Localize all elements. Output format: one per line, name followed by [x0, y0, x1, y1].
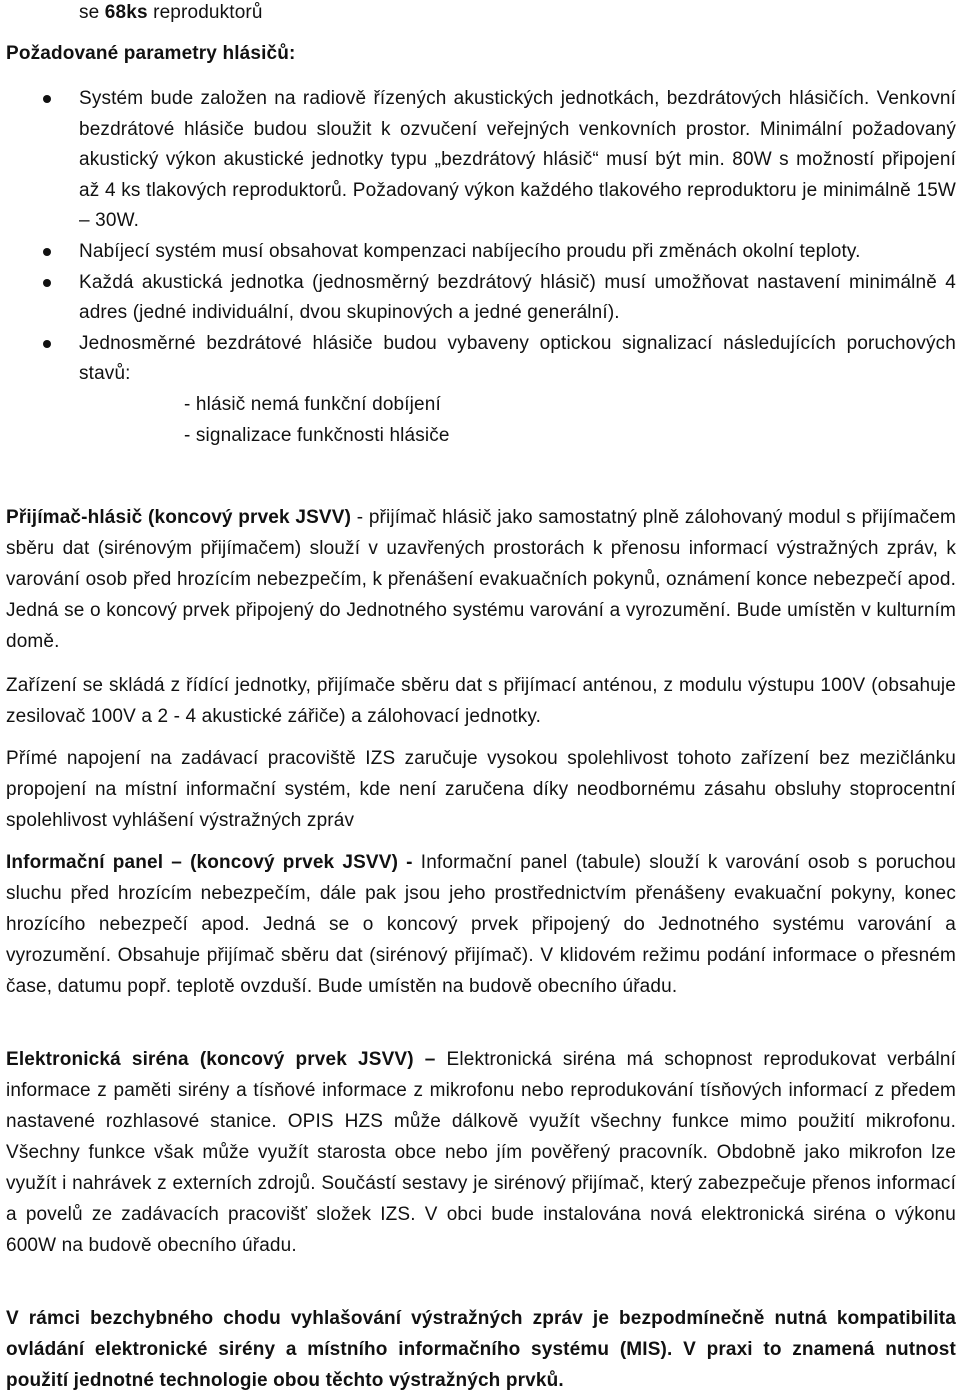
list-item: [6, 329, 956, 451]
paragraph-info-panel: [6, 847, 956, 1002]
paragraph-body: - přijímač hlásič jako samostatný plně zálohovaný modul s přijímačem sběru dat (sirénovým přijímačem) slouží v uzavřených prostorách k přenosu informací výstražných zpráv, k varování osob před hrozícím nebezpečím, k přenášení evakuačních pokynů, oznámení konce nebezpečí apod. Jedná se o koncový prvek připojený do Jednotného systému varování a vyrozumění. Bude umístěn v kulturním domě.: [6, 507, 956, 652]
paragraph-connection: [6, 743, 956, 836]
top-line-prefix: se: [79, 2, 105, 23]
paragraph-lead: Informační panel – (koncový prvek JSVV) -: [6, 852, 413, 873]
section-heading: Požadované parametry hlásičů:: [6, 43, 296, 64]
paragraph-lead: Přijímač-hlásič (koncový prvek JSVV): [6, 507, 352, 528]
paragraph-compatibility: [6, 1303, 956, 1396]
list-item-text: Nabíjecí systém musí obsahovat kompenzaci nabíjecího proudu při změnách okolní teploty.: [79, 240, 861, 262]
list-item: [6, 84, 956, 237]
bullet-icon: [43, 340, 51, 348]
sub-item: - hlásič nemá funkční dobíjení: [184, 393, 441, 415]
paragraph-body: Informační panel (tabule) slouží k varování osob s poruchou sluchu před hrozícím nebezpečím, dále pak jsou jeho prostřednictvím přenášeny evakuační pokyny, konec hrozícího nebezpečí apod. Jedná se o koncový prvek připojený do Jednotného systému varování a vyrozumění. Obsahuje přijímač sběru dat (sirénový přijímač). V klidovém režimu podání informace o přesném čase, datumu popř. teplotě ovzduší. Bude umístěn na budově obecního úřadu.: [6, 852, 956, 997]
paragraph-lead: Elektronická siréna (koncový prvek JSVV) –: [6, 1049, 436, 1070]
paragraph-device: [6, 670, 956, 732]
sub-item: - signalizace funkčnosti hlásiče: [184, 424, 450, 446]
paragraph-receiver: [6, 502, 956, 657]
paragraph-body: Elektronická siréna má schopnost reprodukovat verbální informace z paměti sirény a tísňové informace z mikrofonu nebo reprodukování tísňových informací z předem nastavené rozhlasové stanice. OPIS HZS může dálkově využít všechny funkce mimo použití mikrofonu. Všechny funkce však může využít starosta obce nebo jím pověřený pracovník. Obdobně jako mikrofon lze využít i nahrávek z externích zdrojů. Součástí sestavy je sirénový přijímač, který zabezpečuje přenos informací a povelů ze zadávacích pracovišť složek IZS. V obci bude instalována nová elektronická siréna o výkonu 600W na budově obecního úřadu.: [6, 1049, 957, 1256]
list-item: [6, 237, 956, 268]
paragraph-body: Zařízení se skládá z řídící jednotky, přijímače sběru dat s přijímací anténou, z modulu výstupu 100V (obsahuje zesilovač 100V a 2 - 4 akustické zářiče) a zálohovací jednotky.: [6, 675, 956, 727]
bullet-icon: [43, 248, 51, 256]
list-item: [6, 268, 956, 329]
paragraph-body: Přímé napojení na zadávací pracoviště IZS zaručuje vysokou spolehlivost tohoto zařízení bez mezičlánku propojení na místní informační systém, kde není zaručena díky neodbornému zásahu obsluhy stoprocentní spolehlivost vyhlášení výstražných zpráv: [6, 748, 956, 831]
list-item-text: Jednosměrné bezdrátové hlásiče budou vybaveny optickou signalizací následujících poruchových stavů:: [79, 332, 956, 385]
top-line: [79, 1, 263, 25]
bullet-icon: [43, 95, 51, 103]
bullet-icon: [43, 279, 51, 287]
paragraph-lead: V rámci bezchybného chodu vyhlašování výstražných zpráv je bezpodmínečně nutná kompatibilita ovládání elektronické sirény a místního informačního systému (MIS). V praxi to znamená nutnost použití jednotné technologie obou těchto výstražných prvků.: [6, 1308, 956, 1391]
list-item-text: Systém bude založen na radiově řízených akustických jednotkách, bezdrátových hlásičích. Venkovní bezdrátové hlásiče budou sloužit k ozvučení veřejných venkovních prostor. Minimální požadovaný akustický výkon akustické jednotky typu „bezdrátový hlásič“ musí být min. 80W s možností připojení až 4 ks tlakových reproduktorů. Požadovaný výkon každého tlakového reproduktoru je minimálně 15W – 30W.: [79, 88, 956, 232]
requirements-list: [6, 84, 956, 451]
top-line-count: 68ks: [104, 2, 148, 23]
paragraph-siren: [6, 1044, 956, 1261]
top-line-suffix: reproduktorů: [147, 2, 263, 23]
list-item-text: Každá akustická jednotka (jednosměrný bezdrátový hlásič) musí umožňovat nastavení minimálně 4 adres (jedné individuální, dvou skupinových a jedné generální).: [79, 271, 956, 324]
